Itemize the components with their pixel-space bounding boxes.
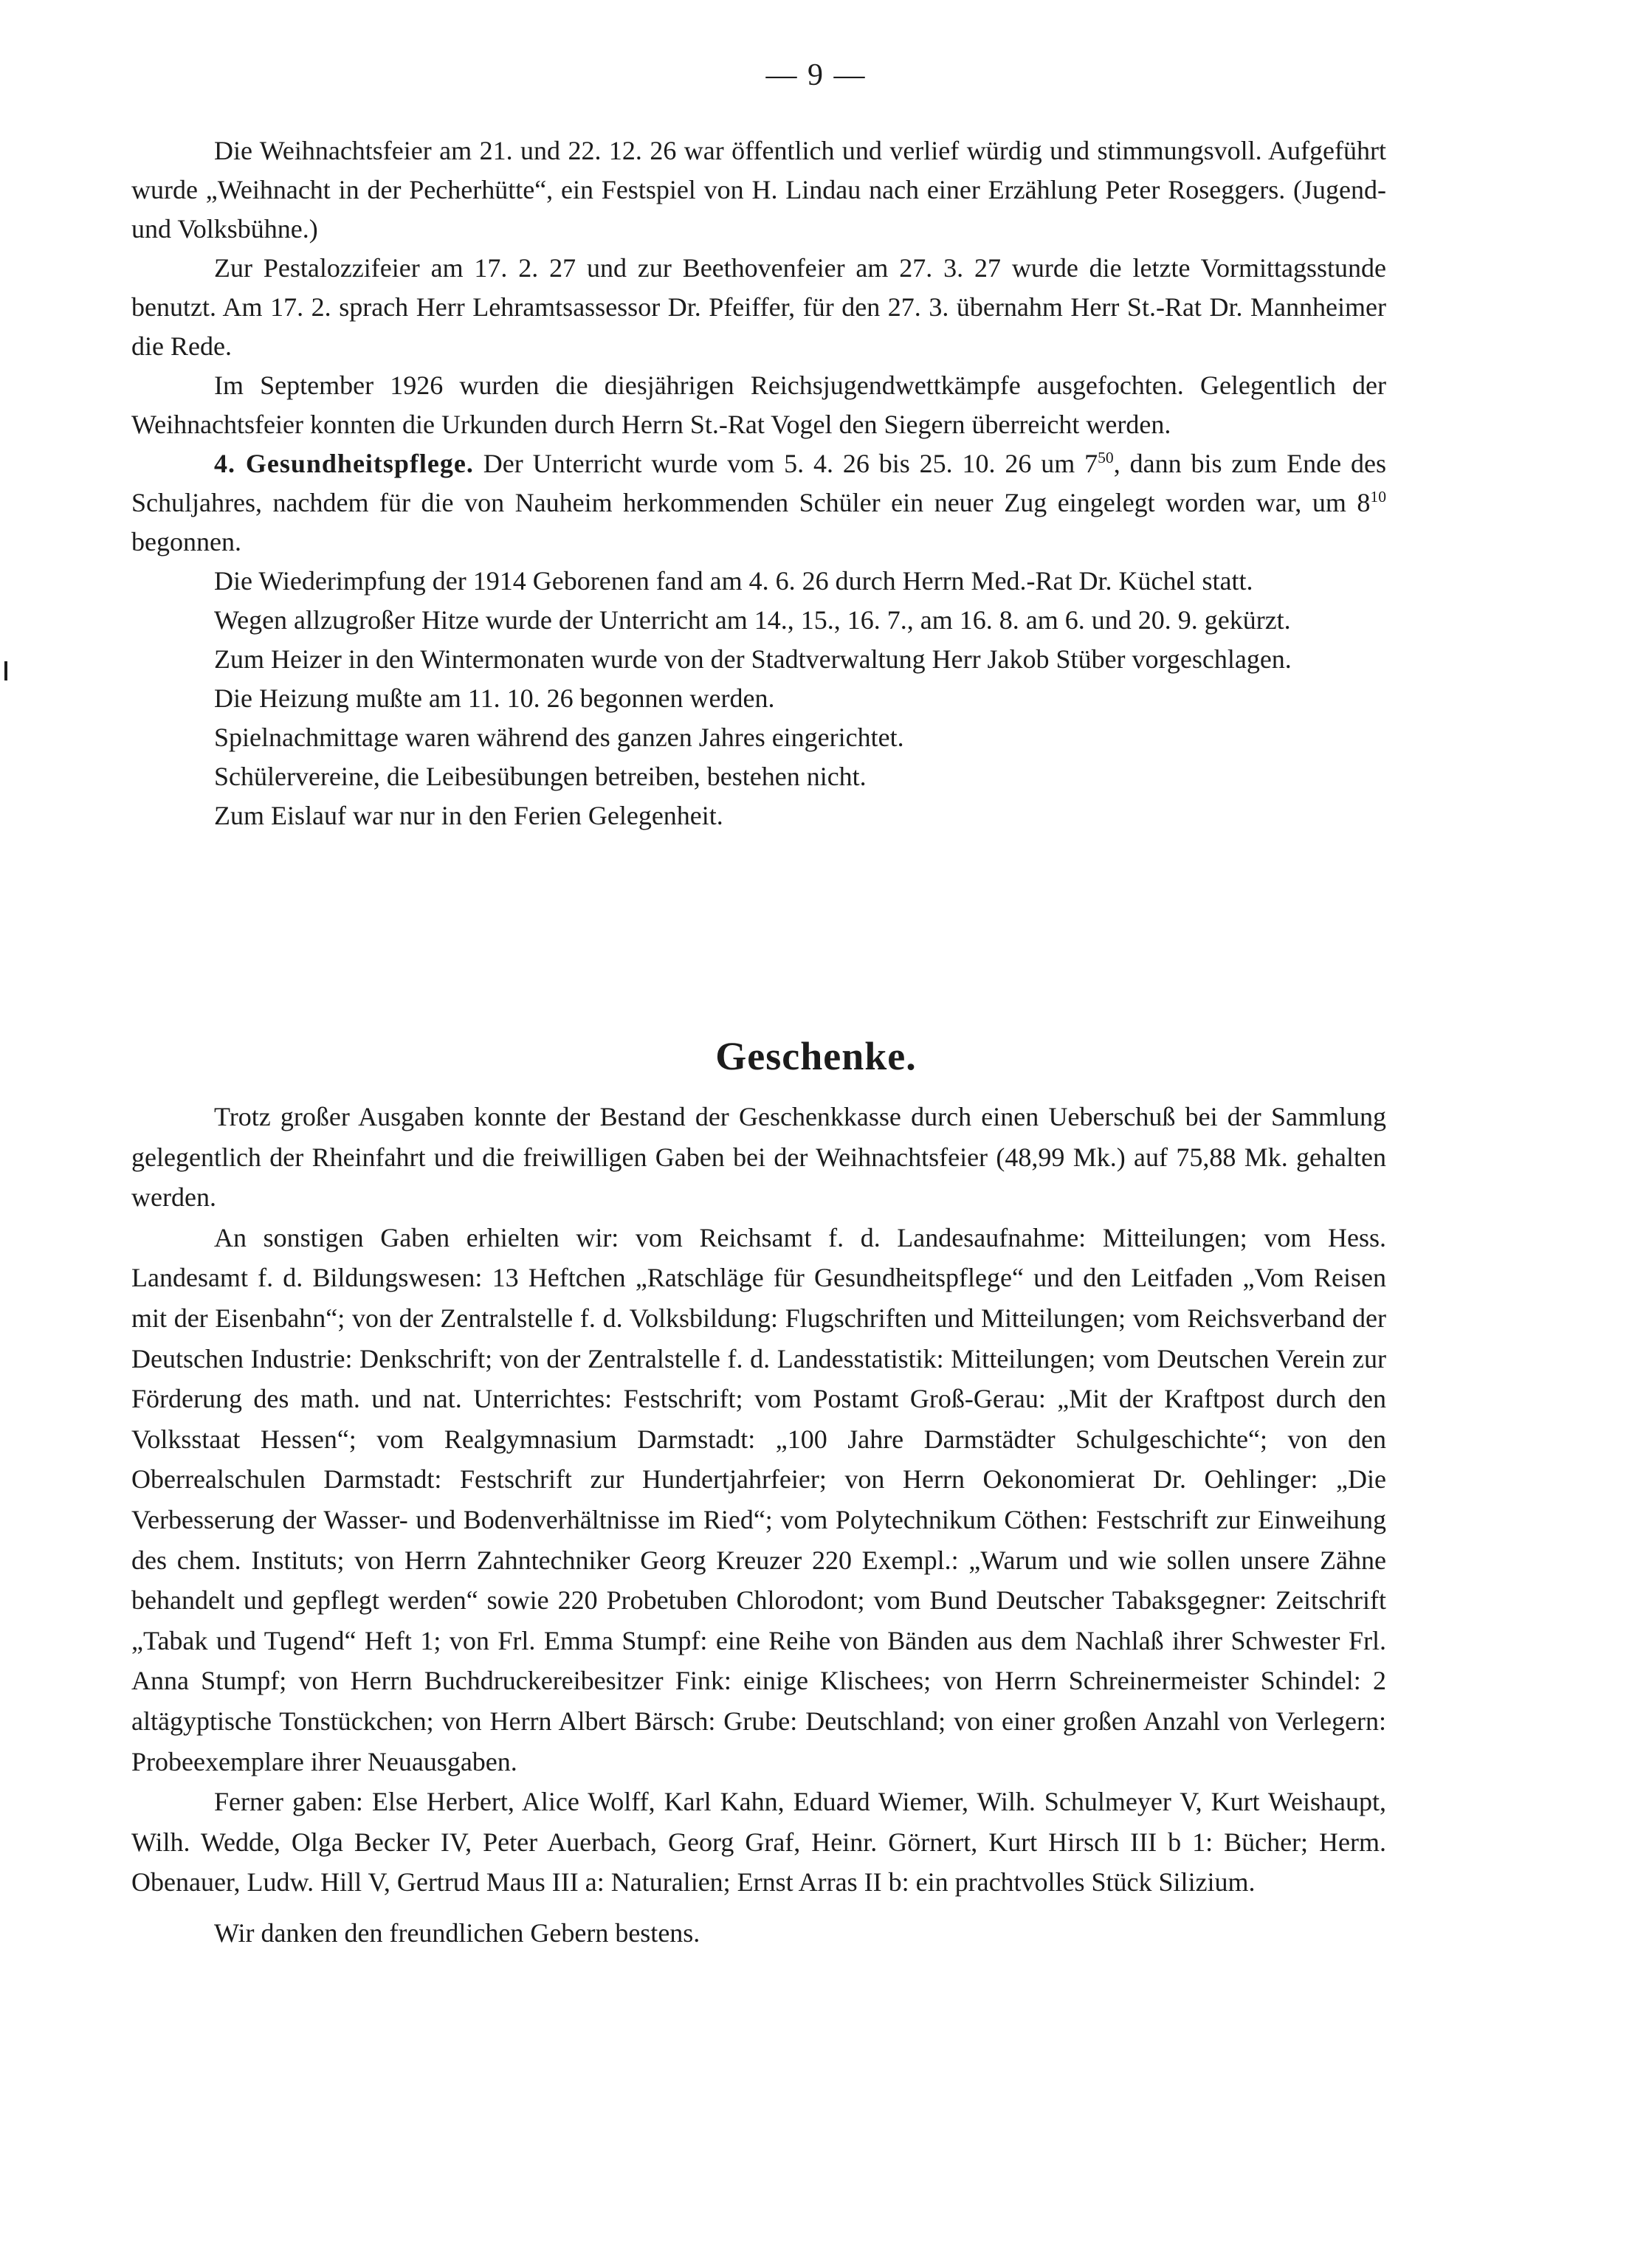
health-care-text-3: begonnen. (131, 527, 241, 556)
paragraph-health-care (131, 444, 1386, 562)
margin-mark (4, 661, 7, 680)
paragraph-thanks: Wir danken den freundlichen Gebern bestens. (214, 1917, 700, 1948)
time-superscript-1: 50 (1098, 449, 1114, 466)
paragraph-ice-skating: Zum Eislauf war nur in den Ferien Gelegenheit. (214, 801, 723, 830)
section-gifts (131, 1097, 1386, 1953)
paragraph-gift-fund: Trotz großer Ausgaben konnte der Bestand der Geschenkkasse durch einen Ueberschuß bei der Sammlung gelegentlich der Rheinfahrt und die freiwilligen Gaben bei der Weihnachtsfeier (48,99 Mk.) auf 75,88 Mk. gehalten werden. (131, 1102, 1386, 1213)
health-care-heading: 4. Gesundheitspflege. (214, 449, 474, 478)
paragraph-pestalozzi-beethoven: Zur Pestalozzifeier am 17. 2. 27 und zur Beethovenfeier am 27. 3. 27 wurde die letzte Vormittagsstunde benutzt. Am 17. 2. sprach Herr Lehramtsassessor Dr. Pfeiffer, für den 27. 3. übernahm Herr St.-Rat Dr. Mannheimer die Rede. (131, 253, 1386, 361)
health-care-text-2: , dann bis zum Ende des Schuljahres, nachdem für die von Nauheim herkommenden Schüler ein neuer Zug eingelegt worden war, um 8 (131, 449, 1387, 517)
paragraph-other-gifts: An sonstigen Gaben erhielten wir: vom Reichsamt f. d. Landesaufnahme: Mitteilungen; vom Hess. Landesamt f. d. Bildungswesen: 13 Heftchen „Ratschläge für Gesundheitspflege“ und den Leitfaden „Vom Reisen mit der Eisenbahn“; von der Zentralstelle f. d. Volksbildung: Flugschriften und Mitteilungen; vom Reichsverband der Deutschen Industrie: Denkschrift; von der Zentralstelle f. d. Landesstatistik: Mitteilungen; vom Deutschen Verein zur Förderung des math. und nat. Unterrichtes: Festschrift; vom Postamt Groß-Gerau: „Mit der Kraftpost durch den Volksstaat Hessen“; vom Realgymnasium Darmstadt: „100 Jahre Darmstädter Schulgeschichte“; von den Oberrealschulen Darmstadt: Festschrift zur Hundertjahrfeier; von Herrn Oekonomierat Dr. Oehlinger: „Die Verbesserung der Wasser- und Bodenverhältnisse im Ried“; vom Polytechnikum Cöthen: Festschrift zur Einweihung des chem. Instituts; von Herrn Zahntechniker Georg Kreuzer 220 Exempl.: „Warum und wie sollen unsere Zähne behandelt und gepflegt werden“ sowie 220 Probetuben Chlorodont; vom Bund Deutscher Tabaksgegner: Zeitschrift „Tabak und Tugend“ Heft 1; von Frl. Emma Stumpf: eine Reihe von Bänden aus dem Nachlaß ihrer Schwester Frl. Anna Stumpf; von Herrn Buchdruckereibesitzer Fink: einige Klischees; von Herrn Schreinermeister Schindel: 2 altägyptische Tonstückchen; von Herrn Albert Bärsch: Grube: Deutschland; von einer großen Anzahl von Verlegern: Probeexemplare ihrer Neuausgaben. (131, 1222, 1386, 1776)
paragraph-christmas-celebration: Die Weihnachtsfeier am 21. und 22. 12. 26 war öffentlich und verlief würdig und stimmungsvoll. Aufgeführt wurde „Weihnacht in der Pecherhütte“, ein Festspiel von H. Lindau nach einer Erzählung Peter Roseggers. (Jugend- und Volksbühne.) (131, 136, 1386, 244)
paragraph-stoker: Zum Heizer in den Wintermonaten wurde von der Stadtverwaltung Herr Jakob Stüber vorgeschlagen. (214, 644, 1292, 674)
section-school-life (131, 131, 1386, 835)
paragraph-heating: Die Heizung mußte am 11. 10. 26 begonnen werden. (214, 683, 775, 713)
health-care-text-1: Der Unterricht wurde vom 5. 4. 26 bis 25. 10. 26 um 7 (473, 449, 1098, 478)
paragraph-student-clubs: Schülervereine, die Leibesübungen betreiben, bestehen nicht. (214, 762, 867, 791)
paragraph-further-donors: Ferner gaben: Else Herbert, Alice Wolff, Karl Kahn, Eduard Wiemer, Wilh. Schulmeyer V, Kurt Weishaupt, Wilh. Wedde, Olga Becker IV, Peter Auerbach, Georg Graf, Heinr. Görnert, Kurt Hirsch III b 1: Bücher; Herm. Obenauer, Ludw. Hill V, Gertrud Maus III a: Naturalien; Ernst Arras II b: ein prachtvolles Stück Silizium. (131, 1787, 1386, 1898)
paragraph-heat: Wegen allzugroßer Hitze wurde der Unterricht am 14., 15., 16. 7., am 16. 8. am 6. und 20. 9. gekürzt. (214, 605, 1291, 635)
paragraph-youth-competitions: Im September 1926 wurden die diesjährigen Reichsjugendwettkämpfe ausgefochten. Gelegentlich der Weihnachtsfeier konnten die Urkunden durch Herrn St.-Rat Vogel den Siegern überreicht werden. (131, 370, 1386, 439)
paragraph-games-afternoons: Spielnachmittage waren während des ganzen Jahres eingerichtet. (214, 723, 904, 752)
paragraph-vaccination: Die Wiederimpfung der 1914 Geborenen fand am 4. 6. 26 durch Herrn Med.-Rat Dr. Küchel statt. (214, 566, 1253, 596)
time-superscript-2: 10 (1370, 488, 1386, 506)
section-heading-gifts: Geschenke. (715, 1034, 917, 1078)
page-number: — 9 — (765, 58, 867, 92)
